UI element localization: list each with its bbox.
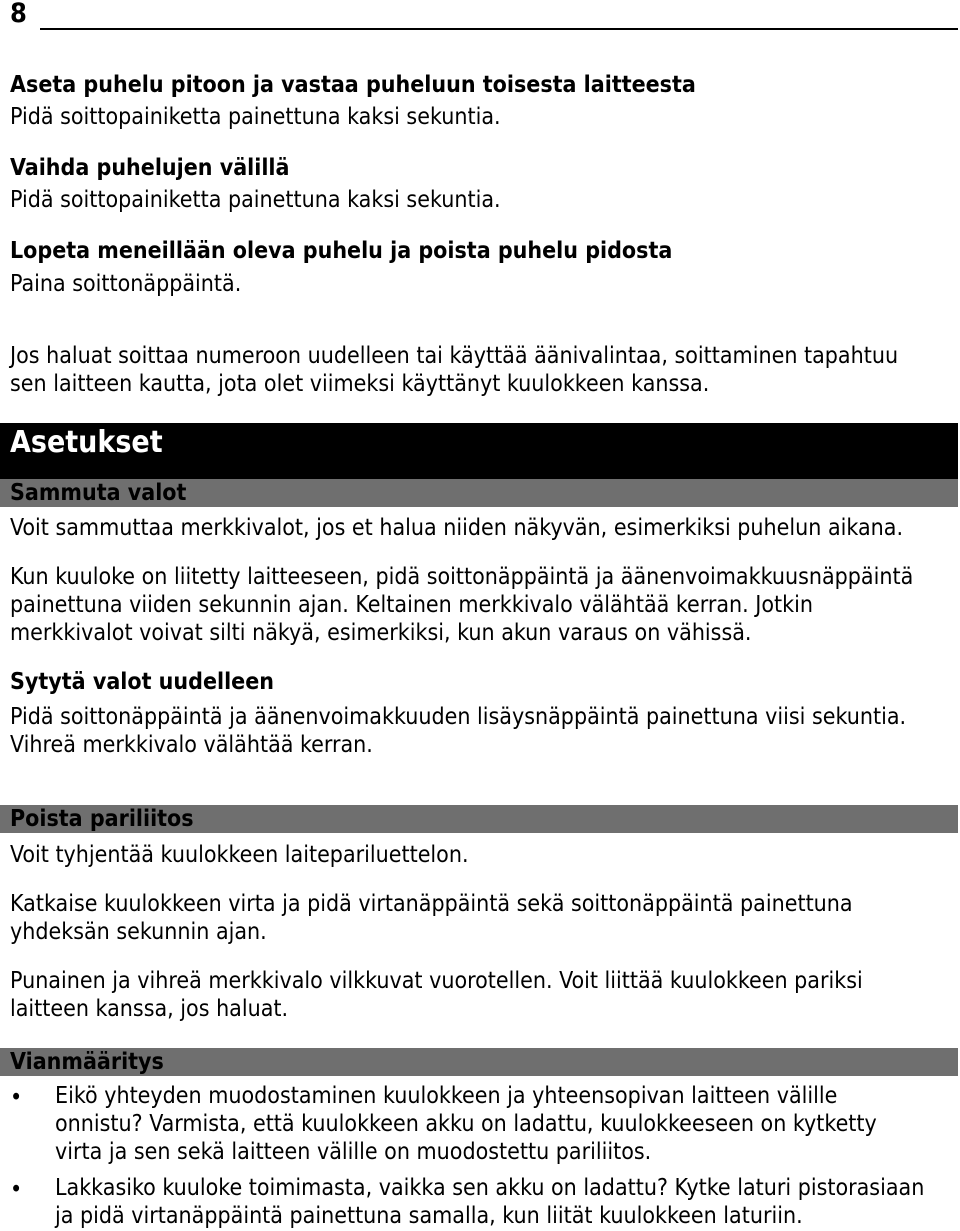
bullet-icon: • [10, 1085, 23, 1111]
text-end-call: Paina soittonäppäintä. [10, 271, 242, 297]
troubleshoot-item2-line1: Lakkasiko kuuloke toimimasta, vaikka sen akku on ladattu? Kytke laturi pistorasiaan [55, 1175, 925, 1201]
subheading-troubleshooting: Vianmääritys [0, 1048, 958, 1076]
troubleshoot-item1-line3: virta ja sen sekä laitteen välille on muodostettu pariliitos. [55, 1139, 652, 1165]
text-lights-on-line2: Vihreä merkkivalo välähtää kerran. [10, 732, 373, 758]
subheading-lights-off: Sammuta valot [0, 479, 958, 507]
troubleshoot-item2-line2: ja pidä virtanäppäintä painettuna samalla, kun liität kuulokkeen laturiin. [55, 1203, 803, 1229]
heading-end-call: Lopeta meneillään oleva puhelu ja poista puhelu pidosta [10, 238, 673, 264]
troubleshoot-item1-line2: onnistu? Varmista, että kuulokkeen akku on ladattu, kuulokkeeseen on kytketty [55, 1111, 877, 1137]
troubleshoot-item1-line1: Eikö yhteyden muodostaminen kuulokkeen ja yhteensopivan laitteen välille [55, 1083, 838, 1109]
text-remove-pairing-3-line2: laitteen kanssa, jos haluat. [10, 996, 289, 1022]
text-lights-on-line1: Pidä soittonäppäintä ja äänenvoimakkuuden lisäysnäppäintä painettuna viisi sekuntia. [10, 704, 907, 730]
bullet-icon: • [10, 1177, 23, 1203]
text-remove-pairing-2-line1: Katkaise kuulokkeen virta ja pidä virtanäppäintä sekä soittonäppäintä painettuna [10, 891, 853, 917]
subheading-lights-on: Sytytä valot uudelleen [10, 669, 274, 695]
header-rule [40, 28, 958, 30]
text-remove-pairing-1: Voit tyhjentää kuulokkeen laitepariluettelon. [10, 842, 469, 868]
text-remove-pairing-2-line2: yhdeksän sekunnin ajan. [10, 919, 267, 945]
text-redial-line2: sen laitteen kautta, jota olet viimeksi käyttänyt kuulokkeen kanssa. [10, 371, 710, 397]
heading-switch-calls: Vaihda puhelujen välillä [10, 155, 290, 181]
text-remove-pairing-3-line1: Punainen ja vihreä merkkivalo vilkkuvat vuorotellen. Voit liittää kuulokkeen pariksi [10, 968, 863, 994]
heading-hold-call: Aseta puhelu pitoon ja vastaa puheluun toisesta laitteesta [10, 72, 696, 98]
text-redial-line1: Jos haluat soittaa numeroon uudelleen tai käyttää äänivalintaa, soittaminen tapahtuu [10, 343, 899, 369]
text-hold-call: Pidä soittopainiketta painettuna kaksi sekuntia. [10, 104, 501, 130]
text-lights-off-2-line2: painettuna viiden sekunnin ajan. Keltainen merkkivalo välähtää kerran. Jotkin [10, 592, 814, 618]
text-switch-calls: Pidä soittopainiketta painettuna kaksi sekuntia. [10, 187, 501, 213]
section-heading-settings: Asetukset [0, 423, 958, 479]
page-number: 8 [10, 0, 27, 29]
text-lights-off-2-line3: merkkivalot voivat silti näkyä, esimerkiksi, kun akun varaus on vähissä. [10, 620, 752, 646]
text-lights-off-1: Voit sammuttaa merkkivalot, jos et halua niiden näkyvän, esimerkiksi puhelun aikana. [10, 515, 904, 541]
text-lights-off-2-line1: Kun kuuloke on liitetty laitteeseen, pidä soittonäppäintä ja äänenvoimakkuusnäppäintä [10, 564, 914, 590]
subheading-remove-pairing: Poista pariliitos [0, 805, 958, 833]
